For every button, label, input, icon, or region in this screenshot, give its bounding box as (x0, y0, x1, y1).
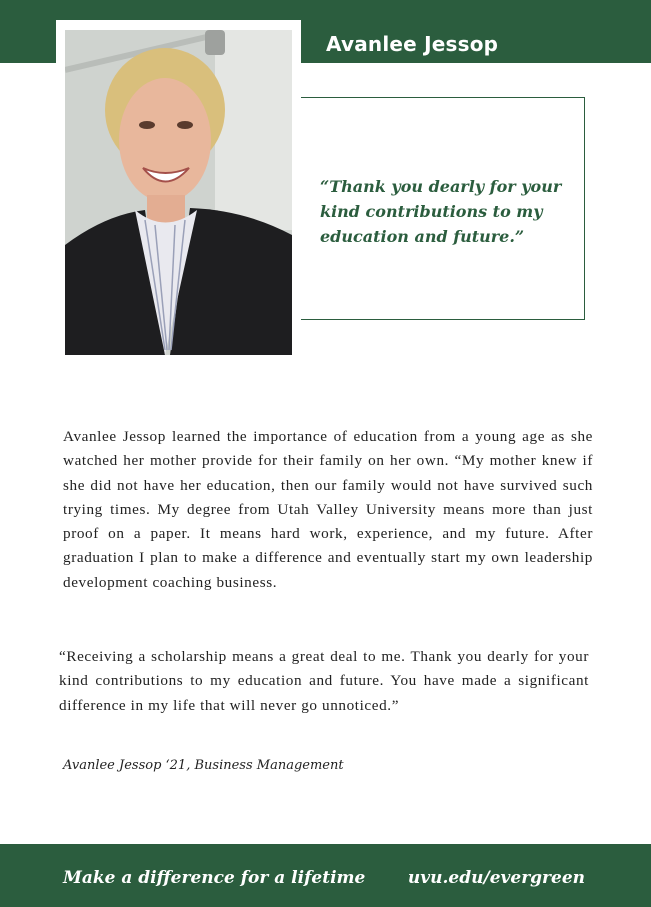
student-name: Avanlee Jessop (326, 32, 499, 56)
story-paragraph: Avanlee Jessop learned the importance of education from a young age as she watched her mother provide for their family on her own. “My mother knew if she did not have her education, then our family would not have survived such trying times. My degree from Utah Valley University means more than just proof on a paper. It means hard work, experience, and my future. After graduation I plan to make a difference and eventually start my own leadership development coaching business. (63, 428, 593, 591)
scholarship-quote-paragraph: “Receiving a scholarship means a great deal to me. Thank you dearly for your kind contributions to my education and future. You have made a significant difference in my life that will never go unnoticed.” (59, 648, 589, 714)
footer-url-link[interactable]: uvu.edu/evergreen (407, 868, 585, 888)
student-photo (65, 30, 292, 355)
footer-tagline: Make a difference for a lifetime (63, 868, 366, 888)
signature-line: Avanlee Jessop ‘21, Business Management (63, 758, 344, 773)
pull-quote: “Thank you dearly for your kind contributions to my education and future.” (320, 177, 562, 246)
